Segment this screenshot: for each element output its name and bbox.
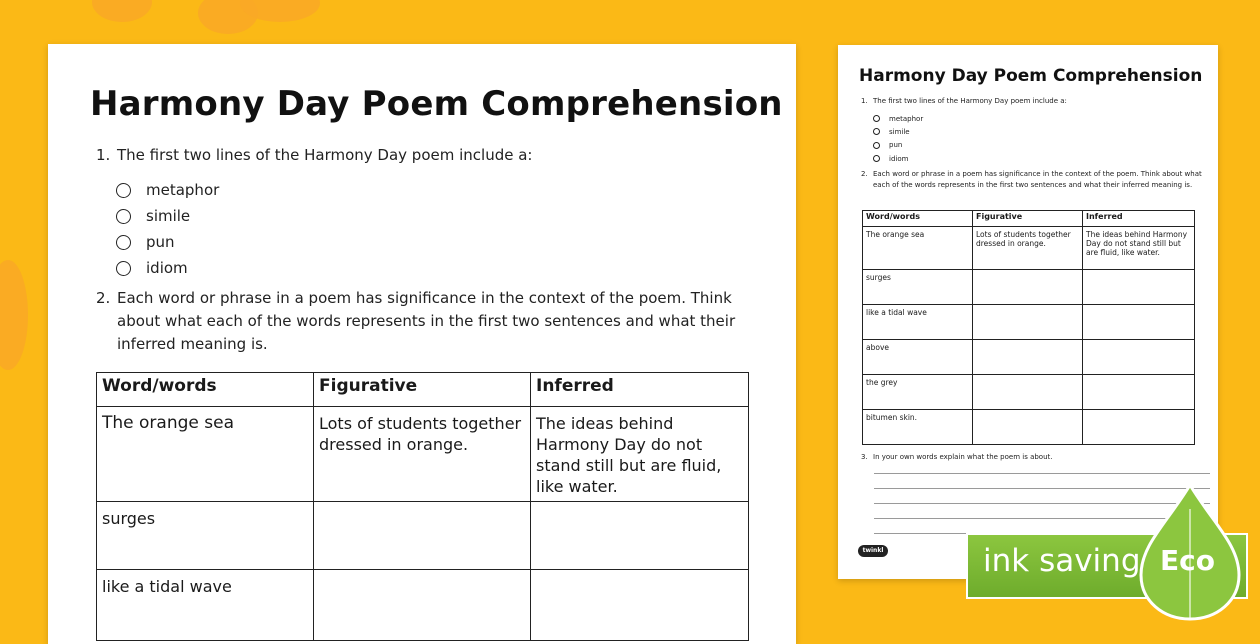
radio-button[interactable] xyxy=(873,155,880,162)
answer-table xyxy=(96,372,749,641)
option-pun[interactable] xyxy=(116,229,219,255)
table-cell-figurative[interactable] xyxy=(973,270,1083,305)
table-cell-figurative[interactable] xyxy=(973,375,1083,410)
radio-button[interactable] xyxy=(873,115,880,122)
option-idiom[interactable] xyxy=(116,255,219,281)
table-cell-word: surges xyxy=(97,502,314,570)
table-header-row xyxy=(97,373,749,407)
worksheet-title: Harmony Day Poem Comprehension xyxy=(859,66,1203,86)
table-cell-word: surges xyxy=(863,270,973,305)
table-cell-inferred[interactable] xyxy=(1083,305,1195,340)
option-label: metaphor xyxy=(889,114,924,123)
option-simile[interactable] xyxy=(873,125,923,138)
worksheet-preview-large xyxy=(48,44,796,644)
table-header: Word/words xyxy=(97,373,314,407)
option-label: pun xyxy=(146,233,175,251)
radio-button[interactable] xyxy=(116,209,131,224)
table-cell-figurative[interactable]: Lots of students together dressed in orange. xyxy=(973,227,1083,270)
answer-options xyxy=(116,177,219,281)
table-cell-inferred[interactable] xyxy=(1083,340,1195,375)
table-cell-inferred[interactable] xyxy=(1083,270,1195,305)
table-header: Figurative xyxy=(314,373,531,407)
table-cell-figurative[interactable] xyxy=(973,410,1083,445)
table-row xyxy=(863,410,1195,445)
table-header-row xyxy=(863,211,1195,227)
option-label: simile xyxy=(889,127,910,136)
option-metaphor[interactable] xyxy=(116,177,219,203)
answer-options xyxy=(873,112,923,165)
answer-table xyxy=(862,210,1195,445)
question-number: 2. xyxy=(861,170,868,178)
option-metaphor[interactable] xyxy=(873,112,923,125)
background-splash xyxy=(0,260,28,370)
table-cell-figurative[interactable]: Lots of students together dressed in orange. xyxy=(314,407,531,502)
background-splash xyxy=(92,0,152,22)
table-cell-inferred[interactable]: The ideas behind Harmony Day do not stand still but are fluid, like water. xyxy=(1083,227,1195,270)
question-2 xyxy=(861,169,1206,191)
table-cell-word: The orange sea xyxy=(863,227,973,270)
table-row xyxy=(863,227,1195,270)
ink-saving-label: ink saving xyxy=(983,543,1141,579)
table-cell-inferred[interactable] xyxy=(531,502,749,570)
option-label: simile xyxy=(146,207,191,225)
table-cell-word: The orange sea xyxy=(97,407,314,502)
table-cell-inferred[interactable] xyxy=(1083,375,1195,410)
table-cell-word: like a tidal wave xyxy=(863,305,973,340)
table-cell-figurative[interactable] xyxy=(973,340,1083,375)
table-row xyxy=(97,407,749,502)
question-text: The first two lines of the Harmony Day poem include a: xyxy=(117,146,533,164)
question-text: Each word or phrase in a poem has significance in the context of the poem. Think about what each of the words represents in the first two sentences and what their inferred meaning is. xyxy=(117,289,736,353)
table-header: Inferred xyxy=(1083,211,1195,227)
radio-button[interactable] xyxy=(873,142,880,149)
question-number: 1. xyxy=(96,146,111,164)
table-row xyxy=(863,340,1195,375)
option-pun[interactable] xyxy=(873,139,923,152)
table-header: Inferred xyxy=(531,373,749,407)
option-idiom[interactable] xyxy=(873,152,923,165)
option-label: metaphor xyxy=(146,181,220,199)
radio-button[interactable] xyxy=(116,183,131,198)
question-3 xyxy=(861,452,1053,463)
twinkl-logo: twinkl xyxy=(858,545,888,557)
table-cell-inferred[interactable] xyxy=(1083,410,1195,445)
option-simile[interactable] xyxy=(116,203,219,229)
question-number: 1. xyxy=(861,97,868,105)
question-2 xyxy=(96,287,746,356)
table-cell-word: bitumen skin. xyxy=(863,410,973,445)
table-header: Word/words xyxy=(863,211,973,227)
table-cell-word: above xyxy=(863,340,973,375)
question-text: The first two lines of the Harmony Day poem include a: xyxy=(873,97,1067,105)
table-row xyxy=(863,305,1195,340)
option-label: idiom xyxy=(889,154,909,163)
table-cell-word: the grey xyxy=(863,375,973,410)
question-text: In your own words explain what the poem is about. xyxy=(873,453,1053,461)
question-1 xyxy=(861,96,1067,107)
worksheet-title: Harmony Day Poem Comprehension xyxy=(90,84,783,124)
table-header: Figurative xyxy=(973,211,1083,227)
question-1 xyxy=(96,144,532,167)
table-row xyxy=(863,375,1195,410)
table-cell-inferred[interactable]: The ideas behind Harmony Day do not stand still but are fluid, like water. xyxy=(531,407,749,502)
table-cell-figurative[interactable] xyxy=(973,305,1083,340)
question-number: 2. xyxy=(96,289,111,307)
table-cell-word: like a tidal wave xyxy=(97,570,314,641)
table-cell-figurative[interactable] xyxy=(314,502,531,570)
question-text: Each word or phrase in a poem has significance in the context of the poem. Think about what each of the words represents in the first two sentences and what their inferred meaning is. xyxy=(873,170,1202,189)
table-row xyxy=(97,502,749,570)
radio-button[interactable] xyxy=(116,235,131,250)
table-row xyxy=(863,270,1195,305)
radio-button[interactable] xyxy=(873,128,880,135)
answer-line[interactable] xyxy=(874,473,1210,474)
question-number: 3. xyxy=(861,453,868,461)
option-label: pun xyxy=(889,141,903,150)
eco-label: Eco xyxy=(1160,544,1215,577)
option-label: idiom xyxy=(146,259,188,277)
radio-button[interactable] xyxy=(116,261,131,276)
